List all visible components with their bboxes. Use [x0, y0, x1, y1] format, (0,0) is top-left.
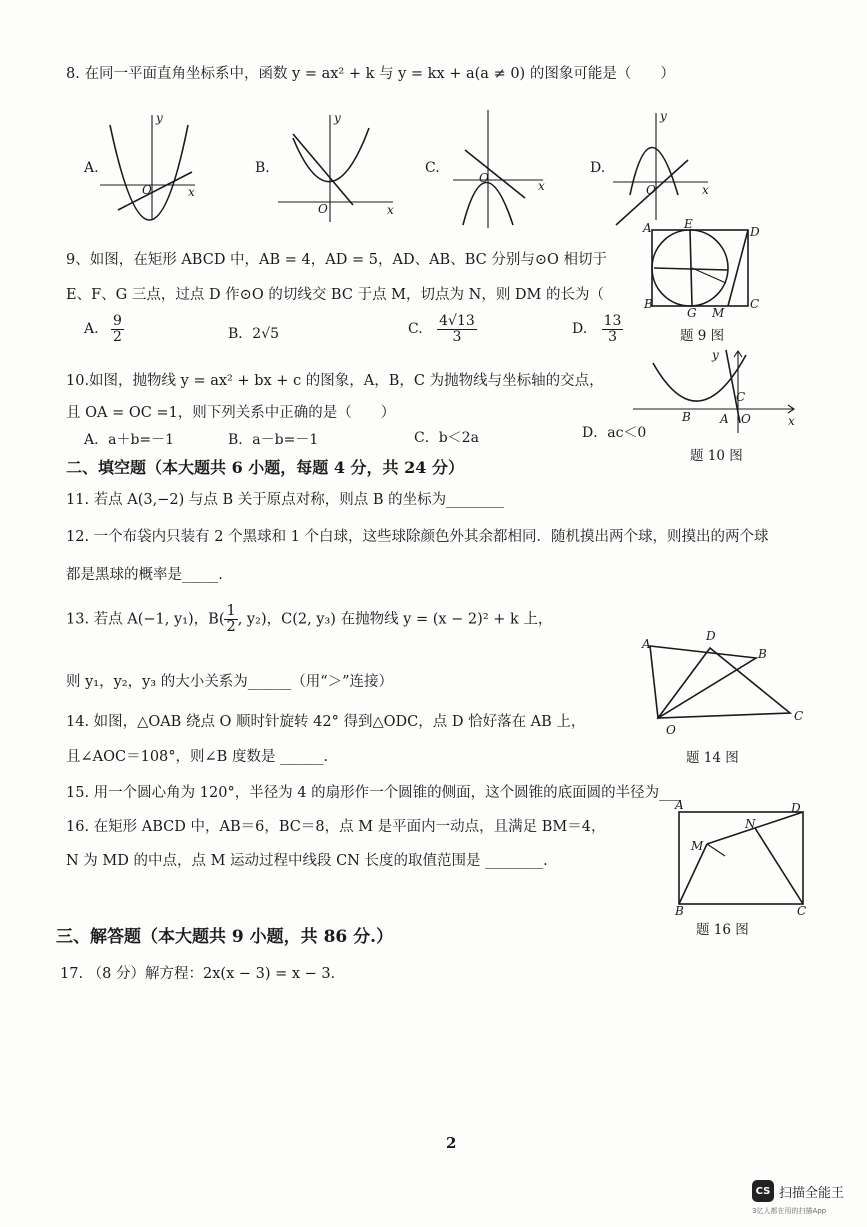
axis-y-label: y [334, 111, 341, 125]
origin-label: O [142, 183, 152, 197]
q13-prefix: 13. 若点 A(−1, y₁)，B( [66, 611, 225, 628]
q16-line2: N 为 MD 的中点，点 M 运动过程中线段 CN 长度的取值范围是 ________. [66, 853, 548, 869]
q9-option-d-numerator: 13 [603, 313, 622, 329]
q9-option-c-numerator: 4√13 [439, 313, 475, 329]
svg-text:A: A [642, 637, 651, 651]
svg-text:y: y [712, 348, 719, 362]
q10-caption: 题 10 图 [690, 448, 743, 464]
svg-text:C: C [750, 297, 760, 311]
q8-option-c-label: C. [425, 160, 440, 176]
svg-text:C: C [794, 709, 804, 723]
scanner-watermark [752, 1180, 844, 1202]
origin-label: O [318, 202, 328, 216]
q15: 15. 用一个圆心角为 120°，半径为 4 的扇形作一个圆锥的侧面，这个圆锥的底面圆的半径为___ [66, 785, 681, 801]
q14-line2: 且∠AOC＝108°，则∠B 度数是 ______. [66, 749, 329, 765]
q10-line1: 10.如图，抛物线 y = ax² + bx + c 的图象，A，B，C 为抛物线与坐标轴的交点， [66, 373, 604, 389]
q8-stem: 8. 在同一平面直角坐标系中，函数 y = ax² + k 与 y = kx + a(a ≠ 0) 的图象可能是（ ） [66, 66, 675, 82]
q9-option-a-label: A. [84, 321, 99, 338]
q14-figure [640, 628, 815, 743]
q9-option-a [84, 314, 124, 344]
q12-line2: 都是黑球的概率是_____. [66, 567, 223, 583]
q9-line1: 9、如图，在矩形 ABCD 中，AB = 4，AD = 5，AD、AB、BC 分别与⊙O 相切于 [66, 252, 607, 268]
q10-line2: 且 OA = OC =1，则下列关系中正确的是（ ） [66, 405, 396, 421]
q9-option-d-label: D. [572, 321, 588, 338]
q8-figure-d [590, 110, 718, 234]
svg-text:O: O [741, 412, 751, 426]
svg-text:A: A [675, 798, 684, 812]
svg-text:G: G [687, 306, 697, 320]
svg-text:M: M [712, 306, 725, 320]
q9-option-c-denominator: 3 [452, 328, 462, 345]
q8-graph-c [443, 110, 553, 230]
q10-option-b: B．a－b=－1 [228, 432, 319, 448]
svg-text:A: A [643, 221, 652, 235]
origin-label: O [646, 183, 656, 197]
q8-figure-a [80, 110, 200, 229]
q13-line2: 则 y₁，y₂，y₃ 的大小关系为______（用“＞”连接） [66, 674, 394, 690]
q8-figure-c [425, 110, 553, 234]
axis-x-label: x [702, 183, 709, 197]
q11: 11. 若点 A(3,−2) 与点 B 关于原点对称，则点 B 的坐标为________ [66, 492, 505, 508]
q14-line1: 14. 如图，△OAB 绕点 O 顺时针旋转 42° 得到△ODC，点 D 恰好落在 AB 上， [66, 714, 586, 730]
q9-option-d-denominator: 3 [608, 328, 618, 345]
page-number: 2 [446, 1134, 457, 1152]
q16-line1: 16. 在矩形 ABCD 中，AB＝6，BC＝8，点 M 是平面内一动点，且满足 BM＝4， [66, 819, 606, 835]
q13-suffix: , y₂)，C(2, y₃) 在抛物线 y = (x − 2)² + k 上， [237, 611, 553, 628]
q17: 17. （8 分）解方程：2x(x − 3) = x − 3． [60, 966, 346, 982]
q8-option-a-label: A. [84, 160, 99, 176]
q9-option-c-label: C. [408, 321, 423, 338]
q10-option-c: C．b＜2a [414, 430, 479, 446]
svg-text:E: E [684, 218, 693, 231]
q9-figure [640, 218, 770, 323]
q13-frac-denominator: 2 [226, 619, 236, 636]
q8-option-d-label: D. [590, 160, 606, 176]
q16-caption: 题 16 图 [696, 922, 749, 938]
svg-text:D: D [750, 225, 760, 239]
svg-text:B: B [682, 410, 691, 424]
q9-option-b: B．2√5 [228, 326, 280, 342]
q8-graph-d [608, 110, 718, 230]
svg-text:B: B [644, 297, 653, 311]
svg-text:D: D [791, 801, 801, 815]
q10-figure [628, 345, 803, 435]
section-solution-heading: 三、解答题（本大题共 9 小题，共 86 分.） [56, 927, 394, 947]
axis-y-label: y [156, 111, 163, 125]
svg-text:x: x [788, 414, 795, 428]
axis-x-label: x [188, 185, 195, 199]
q13-frac-numerator: 1 [226, 603, 236, 619]
q13-line1 [66, 604, 552, 635]
svg-text:C: C [736, 390, 746, 404]
svg-text:M: M [691, 839, 704, 853]
q9-option-d [572, 314, 623, 344]
svg-text:O: O [666, 723, 676, 737]
q8-figure-b [255, 110, 403, 229]
scanner-tagline: 3亿人都在用的扫描App [752, 1207, 827, 1215]
origin-label: O [479, 171, 489, 185]
q9-option-a-denominator: 2 [113, 328, 122, 345]
q10-option-a: A．a＋b=－1 [84, 432, 175, 448]
q9-caption: 题 9 图 [680, 328, 725, 344]
scanner-name: 扫描全能王 [779, 1185, 845, 1201]
q9-option-a-numerator: 9 [113, 313, 122, 329]
svg-text:C: C [797, 904, 807, 916]
q9-line2: E、F、G 三点，过点 D 作⊙O 的切线交 BC 于点 M，切点为 N，则 DM 的长为（ [66, 287, 605, 303]
q10-option-d: D．ac＜0 [582, 425, 647, 441]
section-fill-in-heading: 二、填空题（本大题共 6 小题，每题 4 分，共 24 分） [66, 458, 464, 477]
svg-text:D: D [706, 629, 716, 643]
q14-caption: 题 14 图 [686, 750, 739, 766]
q12-line1: 12. 一个布袋内只装有 2 个黑球和 1 个白球，这些球除颜色外其余都相同．随机摸出两个球，则摸出的两个球 [66, 529, 769, 545]
svg-text:B: B [675, 904, 684, 916]
axis-x-label: x [387, 203, 394, 217]
q16-figure [665, 798, 815, 916]
q8-graph-b [273, 110, 403, 225]
svg-text:A: A [720, 412, 729, 426]
q9-option-c [408, 314, 477, 344]
axis-y-label: y [660, 110, 667, 123]
q8-option-b-label: B. [255, 160, 270, 176]
svg-text:N: N [745, 817, 756, 831]
axis-x-label: x [538, 179, 545, 193]
svg-text:B: B [758, 647, 767, 661]
scanner-logo-icon: CS [752, 1180, 774, 1202]
